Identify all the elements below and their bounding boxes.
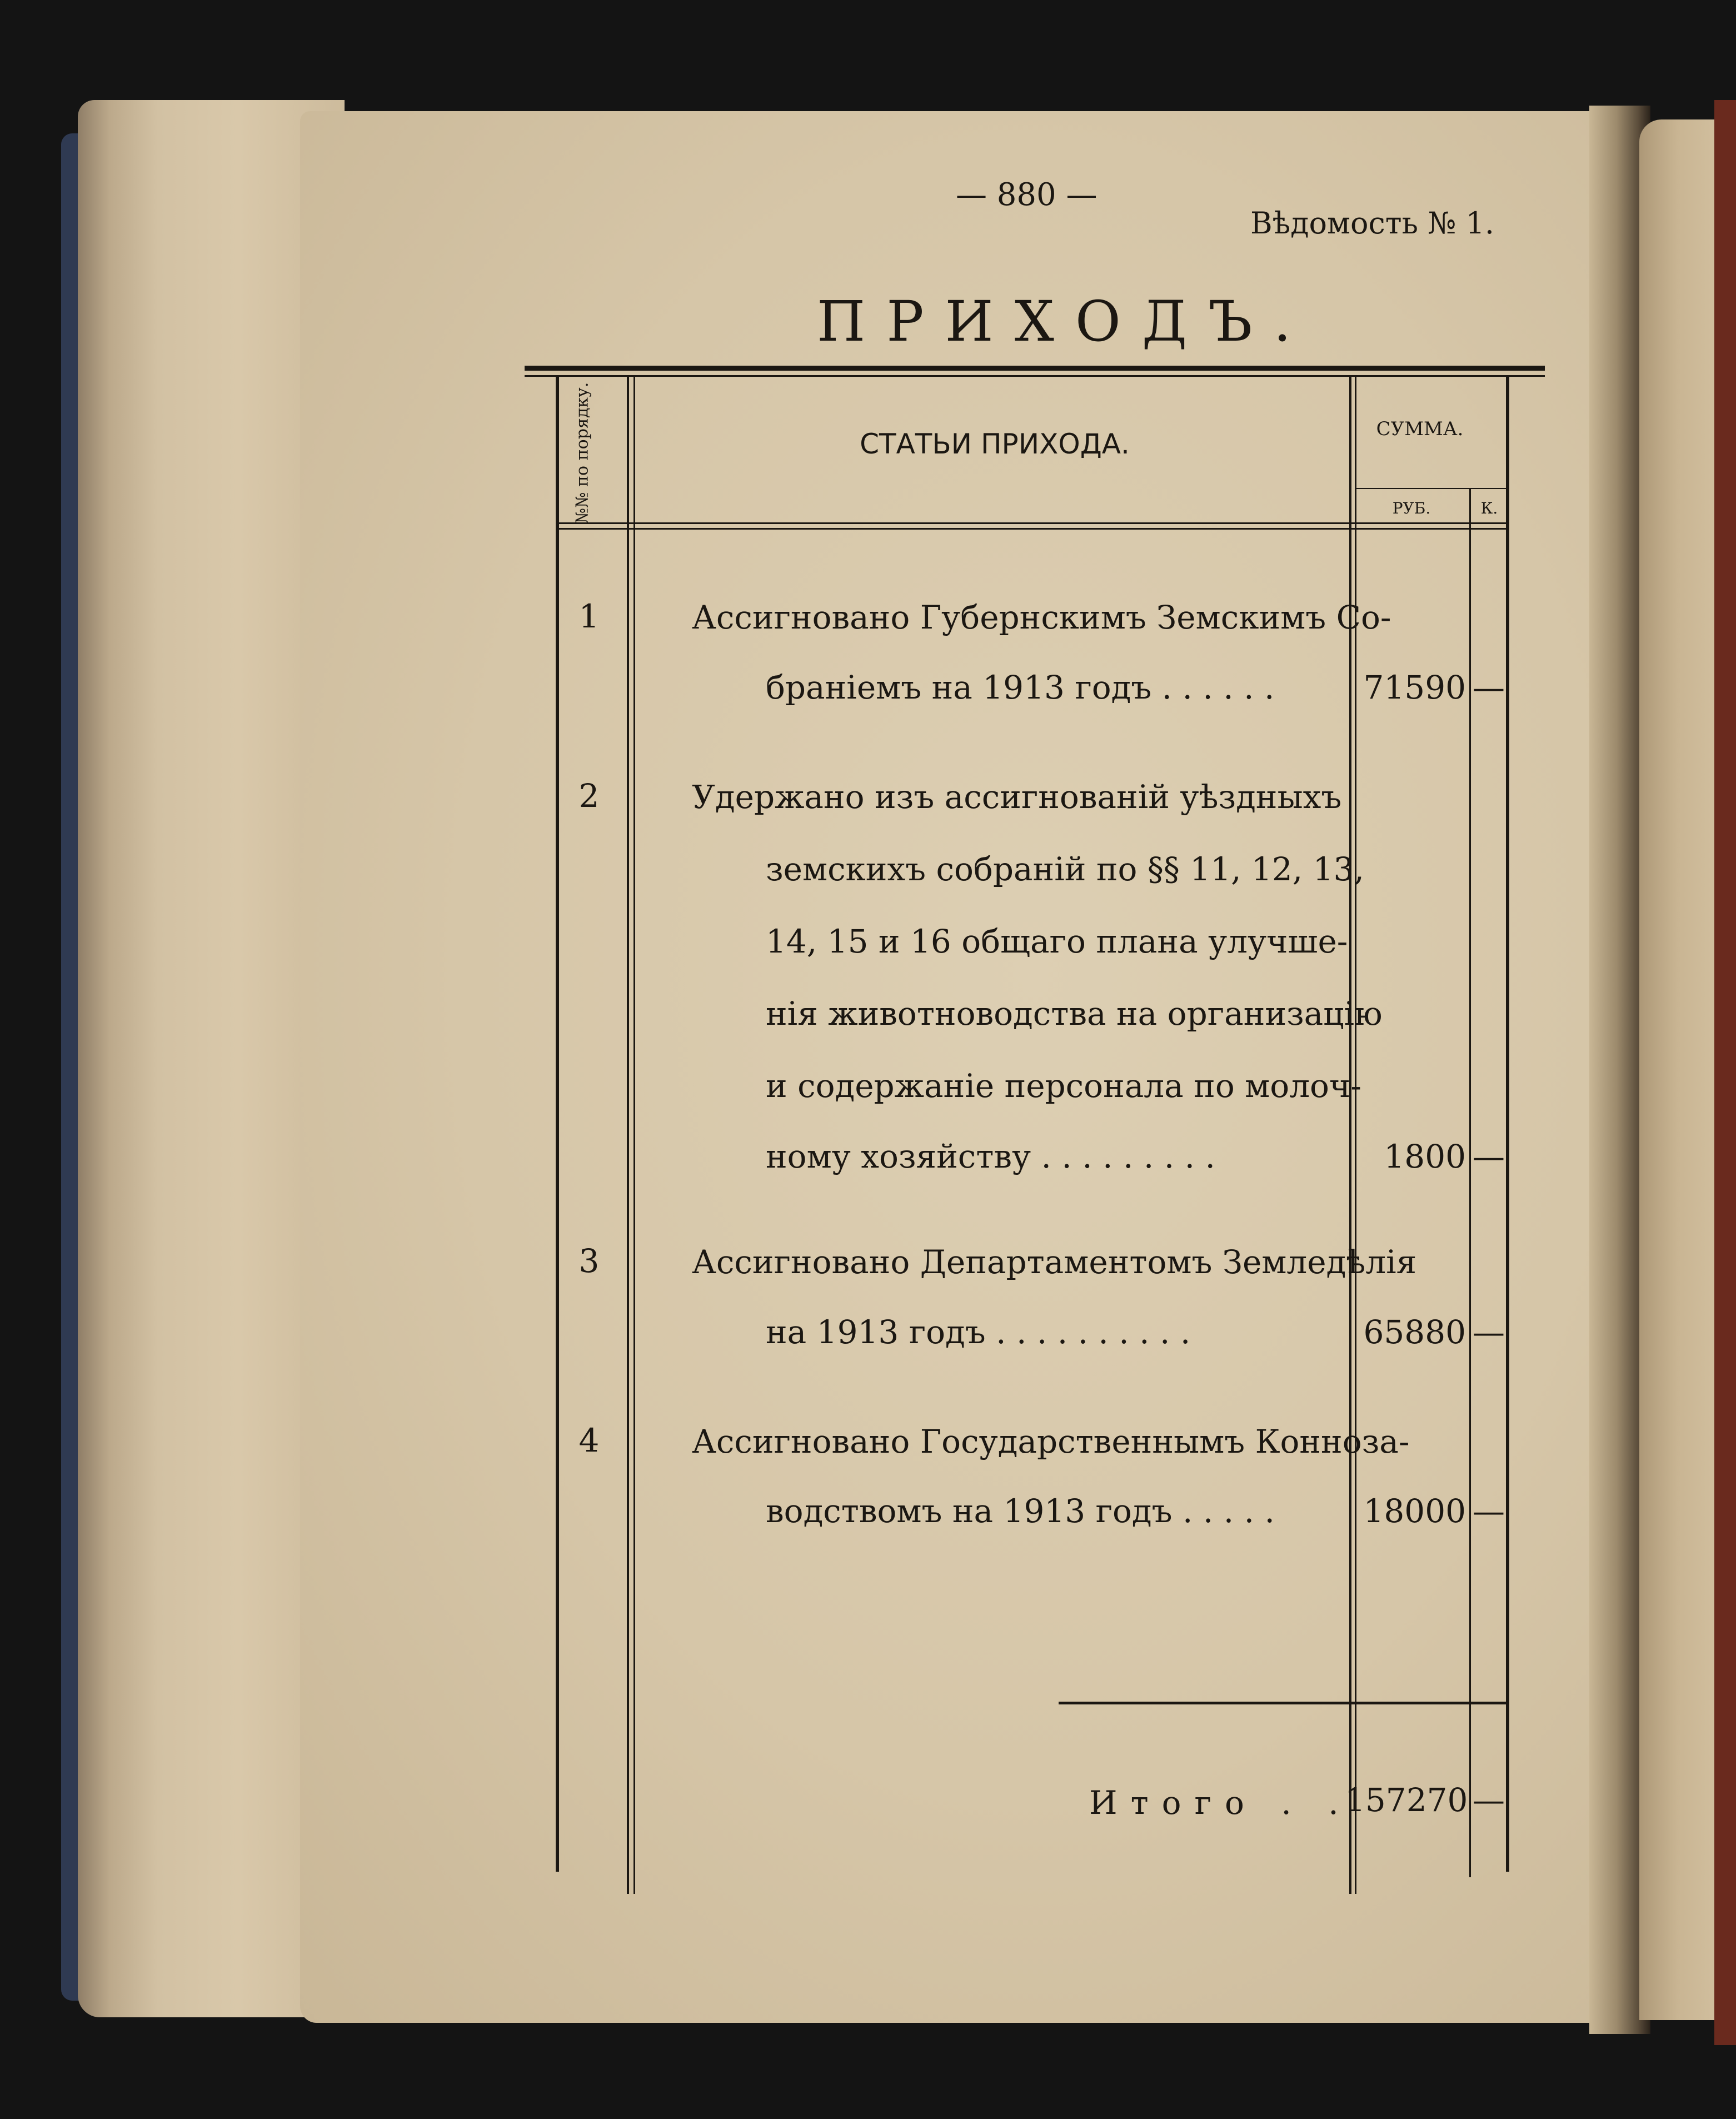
row-text-line: браніемъ на 1913 годъ . . . . . .: [766, 669, 1275, 706]
amount-kop: —: [1473, 669, 1505, 706]
row-text-line: Ассигновано Департаментомъ Земледѣлія: [692, 1243, 1417, 1281]
row-text-line: водствомъ на 1913 годъ . . . . .: [766, 1492, 1275, 1530]
row-text-line: Ассигновано Государственнымъ Конноза-: [692, 1423, 1410, 1460]
row-text-line: Удержано изъ ассигнованій уѣздныхъ: [692, 778, 1342, 816]
top-rule-thin: [525, 375, 1545, 377]
num-col-divider-2: [633, 377, 635, 1894]
kop-col-divider: [1469, 488, 1471, 1877]
header-rule: [556, 522, 1506, 524]
amount-rub: 18000: [1363, 1492, 1466, 1530]
row-text-line: Ассигновано Губернскимъ Земскимъ Со-: [692, 599, 1391, 636]
sheet-label: Вѣдомость № 1.: [1250, 206, 1494, 241]
left-border: [556, 377, 559, 1872]
total-rule: [1059, 1702, 1506, 1704]
header-sum: СУММА.: [1376, 418, 1464, 440]
header-rub: РУБ.: [1392, 499, 1431, 517]
amount-kop: —: [1473, 1138, 1505, 1175]
page-number: — 880 —: [956, 177, 1098, 213]
amount-rub: 65880: [1363, 1313, 1466, 1351]
total-rub: 157270: [1345, 1781, 1468, 1819]
header-number: №№ по порядку.: [572, 382, 592, 524]
sum-sub-rule: [1356, 488, 1506, 489]
row-text-line: 14, 15 и 16 общаго плана улучше-: [766, 923, 1348, 960]
header-kop: К.: [1480, 499, 1498, 517]
total-label: Итого . .: [1089, 1784, 1352, 1822]
row-text-line: нія животноводства на организацію: [766, 995, 1383, 1033]
amount-kop: —: [1473, 1313, 1505, 1351]
num-col-divider: [627, 377, 629, 1894]
total-kop: —: [1473, 1781, 1505, 1819]
top-rule: [525, 366, 1545, 371]
row-number: 2: [578, 777, 600, 815]
page-title: ПРИХОДЪ.: [817, 289, 1313, 354]
amount-rub: 1800: [1384, 1138, 1466, 1175]
row-text-line: земскихъ собраній по §§ 11, 12, 13,: [766, 850, 1364, 888]
amount-kop: —: [1473, 1492, 1505, 1530]
row-text-line: и содержаніе персонала по молоч-: [766, 1067, 1361, 1105]
amount-rub: 71590: [1363, 669, 1466, 706]
row-text-line: на 1913 годъ . . . . . . . . . .: [766, 1313, 1191, 1351]
header-items: СТАТЬИ ПРИХОДА.: [860, 428, 1130, 460]
row-text-line: ному хозяйству . . . . . . . . .: [766, 1138, 1215, 1175]
header-rule-2: [556, 528, 1506, 530]
row-number: 4: [578, 1422, 600, 1459]
book-cover-right: [1714, 100, 1736, 2045]
row-number: 1: [578, 597, 600, 635]
row-number: 3: [578, 1242, 600, 1280]
right-border: [1506, 377, 1509, 1872]
